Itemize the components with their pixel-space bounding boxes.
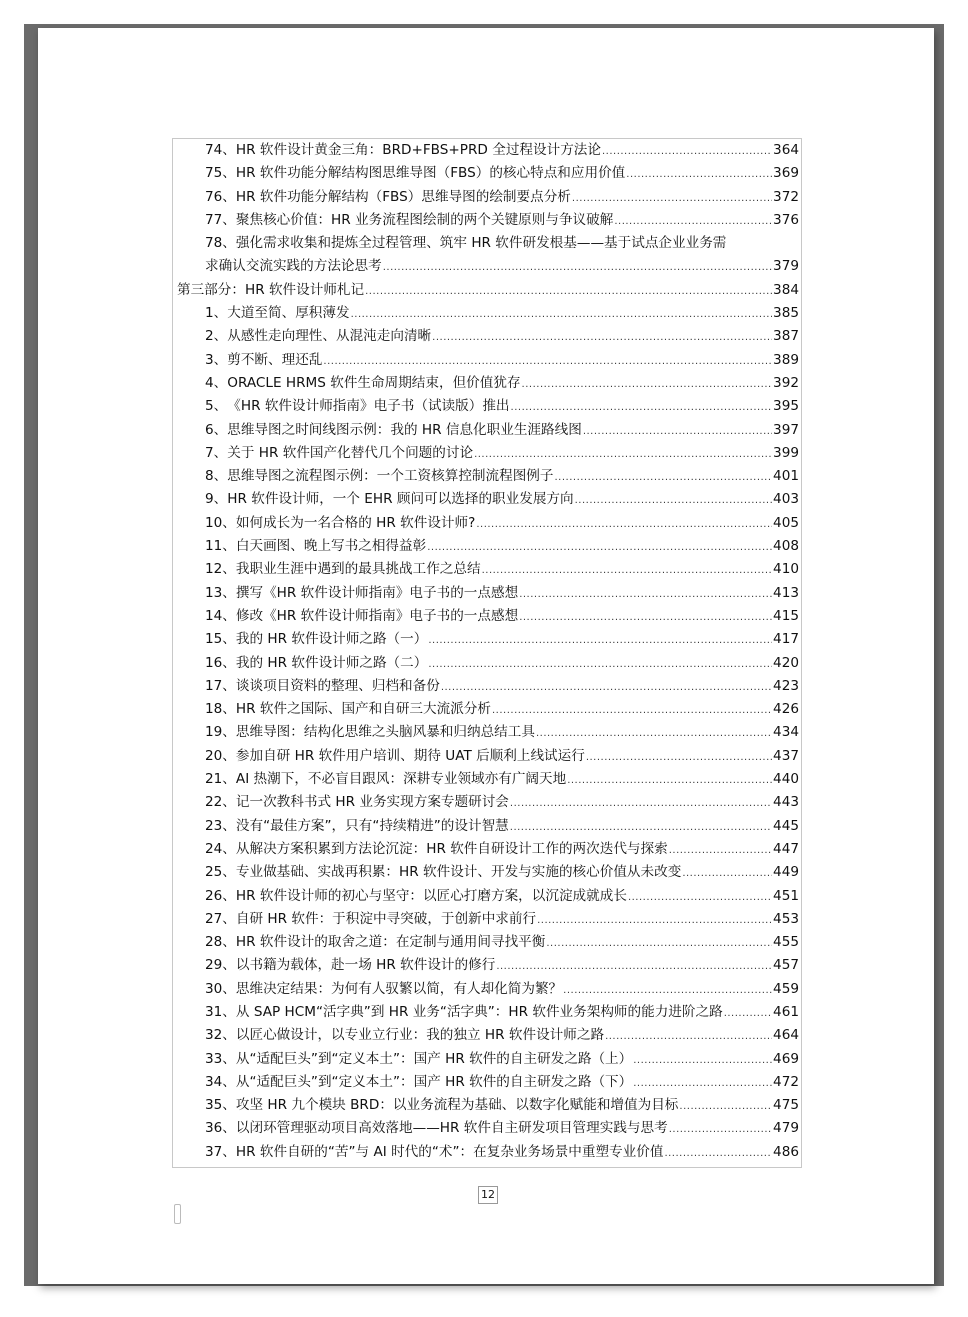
toc-leader-dots (510, 792, 772, 815)
toc-leader-dots (537, 909, 772, 932)
toc-entry[interactable] (174, 861, 799, 884)
toc-entry-page: 389 (773, 351, 799, 368)
toc-entry[interactable] (174, 325, 799, 348)
toc-entry-number: 75、 (205, 165, 236, 182)
toc-entry[interactable] (174, 1141, 799, 1164)
toc-entry-number: 31、 (205, 1003, 236, 1020)
toc-entry[interactable] (174, 838, 799, 861)
toc-entry-page: 479 (773, 1120, 799, 1137)
toc-leader-dots (679, 1095, 772, 1118)
toc-leader-dots (323, 350, 772, 373)
toc-entry-number: 30、 (205, 980, 236, 997)
toc-entry-title: ORACLE HRMS 软件生命周期结束，但价值犹存 (227, 374, 521, 391)
toc-entry-number: 16、 (205, 654, 236, 671)
toc-entry-title: 思维导图之流程图示例：一个工资核算控制流程图例子 (227, 468, 554, 485)
toc-entry[interactable] (174, 675, 799, 698)
toc-entry-page: 379 (773, 258, 799, 275)
toc-entry-number: 13、 (205, 584, 236, 601)
toc-entry-page: 449 (773, 864, 799, 881)
toc-entry-number: 37、 (205, 1143, 236, 1160)
toc-entry-page: 384 (773, 281, 799, 298)
toc-entry-title: 大道至简、厚积薄发 (227, 305, 350, 322)
toc-entry[interactable] (174, 978, 799, 1001)
toc-entry-title: HR 软件设计师，一个 EHR 顾问可以选择的职业发展方向 (227, 491, 574, 508)
toc-entry-page: 395 (773, 398, 799, 415)
toc-leader-dots (365, 280, 772, 303)
toc-entry-title: 以闭环管理驱动项目高效落地——HR 软件自主研发项目管理实践与思考 (235, 1120, 668, 1137)
toc-entry-page: 440 (773, 771, 799, 788)
toc-leader-dots (682, 862, 772, 885)
toc-leader-dots (583, 420, 772, 443)
toc-entry[interactable] (174, 372, 799, 395)
toc-entry[interactable] (174, 931, 799, 954)
toc-entry[interactable] (174, 512, 799, 535)
toc-leader-dots (383, 256, 772, 279)
toc-entry-title: 专业做基础、实战再积累：HR 软件设计、开发与实施的核心价值从未改变 (235, 864, 682, 881)
toc-entry-number: 8、 (205, 468, 228, 485)
toc-leader-dots (572, 187, 772, 210)
toc-entry[interactable] (174, 745, 799, 768)
toc-entry-number: 17、 (205, 677, 236, 694)
toc-entry-number: 74、 (205, 142, 236, 158)
toc-entry[interactable] (174, 419, 799, 442)
toc-entry-title: 攻坚 HR 九个模块 BRD：以业务流程为基础、以数字化赋能和增值为目标 (235, 1097, 679, 1114)
toc-leader-dots (428, 629, 772, 652)
toc-entry[interactable] (174, 558, 799, 581)
toc-entry-number: 14、 (205, 607, 236, 624)
toc-leader-dots (575, 489, 772, 512)
toc-entry-number: 11、 (205, 538, 236, 555)
toc-entry-page: 369 (773, 165, 799, 182)
toc-entry[interactable] (174, 628, 799, 651)
toc-leader-dots (605, 1025, 772, 1048)
toc-entry-page: 475 (773, 1097, 799, 1114)
toc-entry[interactable] (174, 768, 799, 791)
toc-leader-dots (428, 653, 772, 676)
toc-entry-page: 455 (773, 934, 799, 951)
toc-entry-title: 记一次教科书式 HR 业务实现方案专题研讨会 (235, 794, 509, 811)
document-page (38, 28, 934, 1284)
toc-entry-title: HR 软件自研的“苦”与 AI 时代的“术”：在复杂业务场景中重塑专业价值 (235, 1143, 664, 1160)
toc-entry-number: 35、 (205, 1097, 236, 1114)
toc-entry[interactable] (174, 815, 799, 838)
toc-entry-title: 谈谈项目资料的整理、归档和备份 (235, 677, 440, 694)
toc-entry[interactable] (174, 162, 799, 185)
toc-entry-number: 9、 (205, 491, 228, 508)
toc-leader-dots (351, 303, 772, 326)
toc-leader-dots (664, 1142, 772, 1165)
toc-entry[interactable] (174, 1094, 799, 1117)
toc-entry[interactable] (174, 652, 799, 675)
toc-entry[interactable] (174, 1117, 799, 1140)
toc-entry[interactable] (174, 465, 799, 488)
toc-entry-title: 从解决方案积累到方法论沉淀：HR 软件自研设计工作的两次迭代与探索 (235, 840, 668, 857)
toc-entry-page: 461 (773, 1003, 799, 1020)
table-of-contents (174, 139, 799, 1164)
toc-entry-number: 78、 (205, 235, 236, 252)
toc-entry-title: 参加自研 HR 软件用户培训、期待 UAT 后顺利上线试运行 (235, 747, 585, 764)
toc-entry[interactable] (174, 721, 799, 744)
toc-entry-number: 25、 (205, 864, 236, 881)
toc-leader-dots (441, 676, 772, 699)
toc-entry-page: 405 (773, 514, 799, 531)
toc-entry-page: 420 (773, 654, 799, 671)
toc-entry-page: 472 (773, 1073, 799, 1090)
toc-entry-page: 408 (773, 538, 799, 555)
toc-leader-dots (614, 210, 772, 233)
toc-leader-dots (474, 443, 772, 466)
toc-entry-title-continued: 求确认交流实践的方法论思考 (205, 258, 382, 275)
toc-entry[interactable] (174, 582, 799, 605)
toc-leader-dots (586, 746, 772, 769)
toc-entry[interactable] (174, 908, 799, 931)
toc-entry[interactable] (174, 209, 799, 232)
toc-entry-title: 从“适配巨头”到“定义本土”：国产 HR 软件的自主研发之路（下） (235, 1073, 633, 1090)
toc-entry-page: 437 (773, 747, 799, 764)
toc-leader-dots (522, 373, 773, 396)
toc-leader-dots (669, 839, 772, 862)
toc-leader-dots (626, 163, 772, 186)
toc-entry-title: 思维导图：结构化思维之头脑风暴和归纳总结工具 (235, 724, 535, 741)
toc-entry-page: 410 (773, 561, 799, 578)
toc-entry-page: 397 (773, 421, 799, 438)
toc-entry-number: 27、 (205, 910, 236, 927)
toc-entry-page: 415 (773, 607, 799, 624)
toc-entry-page: 413 (773, 584, 799, 601)
toc-entry-title: 关于 HR 软件国产化替代几个问题的讨论 (227, 444, 474, 461)
toc-leader-dots (567, 769, 772, 792)
toc-entry[interactable] (174, 442, 799, 465)
toc-entry-page: 399 (773, 444, 799, 461)
toc-entry-title: HR 软件之国际、国产和自研三大流派分析 (235, 701, 491, 718)
toc-entry-title: 《HR 软件设计师指南》电子书（试读版）推出 (227, 398, 510, 415)
toc-entry-page: 385 (773, 305, 799, 322)
toc-leader-dots (510, 816, 772, 839)
toc-entry-page: 445 (773, 817, 799, 834)
toc-entry-page: 426 (773, 701, 799, 718)
toc-entry-title: 强化需求收集和提炼全过程管理、筑牢 HR 软件研发根基——基于试点企业业务需 (235, 235, 727, 252)
toc-entry-page: 469 (773, 1050, 799, 1067)
toc-leader-dots (476, 513, 772, 536)
toc-entry-page: 443 (773, 794, 799, 811)
toc-entry-number: 12、 (205, 561, 236, 578)
toc-leader-dots (432, 326, 772, 349)
page-number: 12 (478, 1186, 498, 1204)
toc-entry-title: 思维决定结果：为何有人驭繁以简，有人却化简为繁？ (235, 980, 563, 997)
toc-entry-title: 从感性走向理性、从混沌走向清晰 (227, 328, 432, 345)
toc-entry[interactable] (174, 791, 799, 814)
toc-leader-dots (669, 1118, 772, 1141)
toc-entry-title: 剪不断、理还乱 (227, 351, 323, 368)
toc-entry[interactable] (174, 302, 799, 325)
toc-entry-number: 34、 (205, 1073, 236, 1090)
toc-entry-title: 如何成长为一名合格的 HR 软件设计师? (235, 514, 476, 531)
toc-entry-title: 我的 HR 软件设计师之路（二） (235, 654, 428, 671)
toc-leader-dots (511, 396, 773, 419)
toc-section-heading[interactable] (174, 279, 799, 302)
toc-entry[interactable] (174, 1048, 799, 1071)
toc-entry-number: 5、 (205, 398, 228, 415)
toc-entry-number: 19、 (205, 724, 236, 741)
toc-leader-dots (519, 606, 772, 629)
toc-leader-dots (546, 932, 772, 955)
toc-entry-title: 第三部分：HR 软件设计师札记 (177, 281, 365, 298)
toc-entry-number: 21、 (205, 771, 236, 788)
toc-entry-number: 20、 (205, 747, 236, 764)
toc-leader-dots (633, 1072, 772, 1095)
toc-entry[interactable] (174, 698, 799, 721)
toc-leader-dots (492, 699, 772, 722)
toc-leader-dots (602, 140, 772, 163)
toc-entry-number: 7、 (205, 444, 228, 461)
toc-entry-title: 我的 HR 软件设计师之路（一） (235, 631, 428, 648)
toc-entry-title: HR 软件设计的取舍之道：在定制与通用间寻找平衡 (235, 934, 546, 951)
toc-entry[interactable] (174, 1001, 799, 1024)
toc-entry-number: 3、 (205, 351, 228, 368)
toc-entry-number: 10、 (205, 514, 236, 531)
toc-entry-page: 376 (773, 211, 799, 228)
toc-entry-title: 聚焦核心价值：HR 业务流程图绘制的两个关键原则与争议破解 (235, 211, 614, 228)
toc-entry-number: 2、 (205, 328, 228, 345)
toc-entry-title: 自研 HR 软件：于积淀中寻突破，于创新中求前行 (235, 910, 537, 927)
toc-entry-title: HR 软件设计师的初心与坚守：以匠心打磨方案，以沉淀成就成长 (235, 887, 627, 904)
toc-entry-page: 457 (773, 957, 799, 974)
toc-leader-dots (724, 1002, 772, 1025)
toc-entry[interactable] (174, 395, 799, 418)
toc-entry-title: HR 软件功能分解结构图思维导图（FBS）的核心特点和应用价值 (235, 165, 626, 182)
toc-entry-number: 22、 (205, 794, 236, 811)
toc-entry-number: 26、 (205, 887, 236, 904)
toc-entry-number: 23、 (205, 817, 236, 834)
toc-entry-page: 464 (773, 1027, 799, 1044)
toc-entry-number: 6、 (205, 421, 228, 438)
toc-entry-page: 372 (773, 188, 799, 205)
toc-entry-title: 以书籍为载体，赴一场 HR 软件设计的修行 (235, 957, 496, 974)
toc-entry-title: 以匠心做设计，以专业立行业：我的独立 HR 软件设计师之路 (235, 1027, 605, 1044)
toc-entry-continuation[interactable] (174, 255, 799, 278)
toc-leader-dots (536, 722, 772, 745)
toc-entry-title: 撰写《HR 软件设计师指南》电子书的一点感想 (235, 584, 519, 601)
toc-leader-dots (496, 955, 772, 978)
toc-leader-dots (633, 1049, 772, 1072)
toc-entry-page: 423 (773, 677, 799, 694)
toc-entry-page: 434 (773, 724, 799, 741)
toc-entry[interactable] (174, 139, 799, 162)
toc-leader-dots (628, 886, 772, 909)
toc-entry-title: AI 热潮下，不必盲目跟风：深耕专业领域亦有广阔天地 (235, 771, 567, 788)
toc-entry[interactable] (174, 954, 799, 977)
toc-entry-title: 从“适配巨头”到“定义本土”：国产 HR 软件的自主研发之路（上） (235, 1050, 633, 1067)
toc-entry-number: 28、 (205, 934, 236, 951)
toc-entry[interactable] (174, 535, 799, 558)
toc-entry-number: 1、 (205, 305, 228, 322)
toc-entry-number: 33、 (205, 1050, 236, 1067)
toc-entry[interactable] (174, 488, 799, 511)
toc-entry-page: 364 (773, 142, 799, 158)
toc-entry-title: 白天画图、晚上写书之相得益彰 (235, 538, 427, 555)
toc-leader-dots (427, 536, 772, 559)
toc-entry[interactable] (174, 1024, 799, 1047)
toc-entry[interactable] (174, 605, 799, 628)
toc-entry-number: 76、 (205, 188, 236, 205)
toc-entry-title: 思维导图之时间线图示例：我的 HR 信息化职业生涯路线图 (227, 421, 582, 438)
toc-entry-page: 401 (773, 468, 799, 485)
toc-leader-dots (563, 979, 772, 1002)
toc-leader-dots (519, 583, 772, 606)
toc-entry[interactable] (174, 232, 799, 255)
toc-entry-page: 453 (773, 910, 799, 927)
text-cursor-marker (174, 1204, 181, 1224)
toc-entry-number: 18、 (205, 701, 236, 718)
toc-entry-page: 387 (773, 328, 799, 345)
toc-entry-title: 我职业生涯中遇到的最具挑战工作之总结 (235, 561, 481, 578)
toc-entry-title: 修改《HR 软件设计师指南》电子书的一点感想 (235, 607, 519, 624)
toc-leader-dots (482, 559, 772, 582)
toc-entry-number: 36、 (205, 1120, 236, 1137)
toc-entry[interactable] (174, 186, 799, 209)
toc-entry-number: 77、 (205, 211, 236, 228)
toc-entry-title: HR 软件设计黄金三角：BRD+FBS+PRD 全过程设计方法论 (235, 142, 601, 158)
toc-entry-page: 447 (773, 840, 799, 857)
toc-entry-page: 486 (773, 1143, 799, 1160)
toc-entry-page: 403 (773, 491, 799, 508)
toc-entry-page: 459 (773, 980, 799, 997)
toc-entry[interactable] (174, 885, 799, 908)
toc-entry-page: 417 (773, 631, 799, 648)
toc-entry[interactable] (174, 349, 799, 372)
toc-entry-number: 29、 (205, 957, 236, 974)
toc-entry-title: HR 软件功能分解结构（FBS）思维导图的绘制要点分析 (235, 188, 571, 205)
toc-entry-page: 451 (773, 887, 799, 904)
toc-entry-number: 24、 (205, 840, 236, 857)
toc-entry-number: 32、 (205, 1027, 236, 1044)
toc-entry-title: 没有“最佳方案”，只有“持续精进”的设计智慧 (235, 817, 509, 834)
toc-entry-page: 392 (773, 374, 799, 391)
toc-leader-dots (555, 466, 773, 489)
toc-entry-number: 15、 (205, 631, 236, 648)
toc-entry[interactable] (174, 1071, 799, 1094)
toc-entry-title: 从 SAP HCM“活字典”到 HR 业务“活字典”：HR 软件业务架构师的能力进阶之路 (235, 1003, 723, 1020)
toc-entry-number: 4、 (205, 374, 228, 391)
